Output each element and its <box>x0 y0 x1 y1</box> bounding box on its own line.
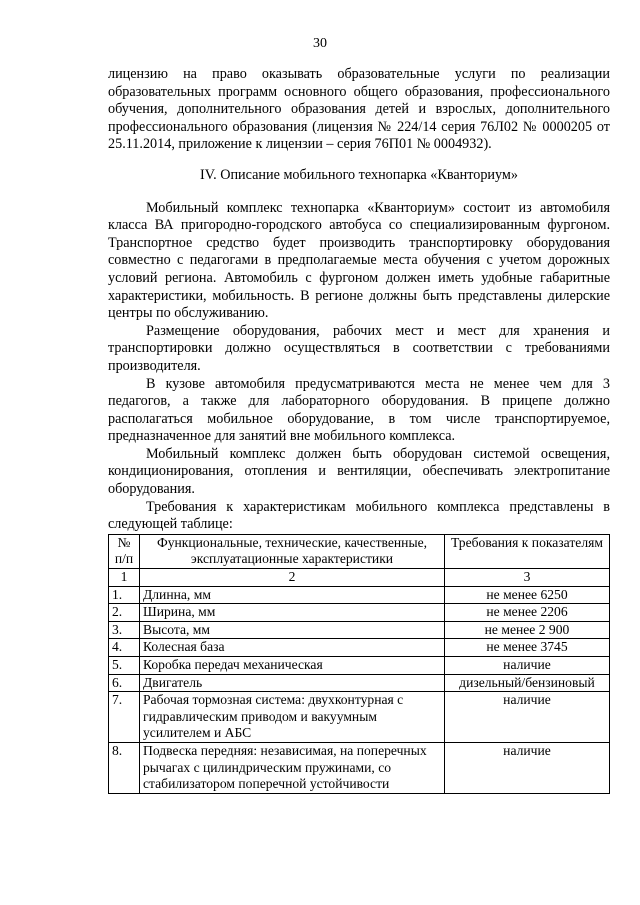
row-num: 6. <box>109 674 140 692</box>
section-heading: IV. Описание мобильного технопарка «Кванториум» <box>199 166 518 183</box>
table-row <box>109 604 610 622</box>
table-row <box>109 639 610 657</box>
row-value: не менее 6250 <box>445 586 610 604</box>
table-row <box>109 674 610 692</box>
row-value: наличие <box>445 657 610 675</box>
col-number: 1 <box>109 569 140 587</box>
header-num: № п/п <box>109 534 140 568</box>
row-value: не менее 2 900 <box>445 621 610 639</box>
row-num: 3. <box>109 621 140 639</box>
row-value: наличие <box>445 692 610 743</box>
table-row <box>109 657 610 675</box>
paragraph: Мобильный комплекс технопарка «Кванториум» состоит из автомобиля класса ВА пригородно-городского автобуса со специализированным фургоном. Транспортное средство будет производить транспортировку оборудования совместно с педагогами в предполагаемые места обучения с учетом дорожных условий региона. Автомобиль с фургоном должен иметь удобные габаритные характеристики, мобильность. В регионе должны быть представлены дилерские центры по обслуживанию. <box>108 199 610 322</box>
document-body <box>108 66 610 794</box>
table-row <box>109 692 610 743</box>
column-number-row <box>109 569 610 587</box>
header-characteristics: Функциональные, технические, качественные, эксплуатационные характеристики <box>140 534 445 568</box>
row-value: не менее 3745 <box>445 639 610 657</box>
row-name: Подвеска передняя: независимая, на поперечных рычагах с цилиндрическим пружинами, со стабилизатором поперечной устойчивости <box>140 742 445 793</box>
row-num: 4. <box>109 639 140 657</box>
row-value: наличие <box>445 742 610 793</box>
col-number: 2 <box>140 569 445 587</box>
page-number: 30 <box>313 36 327 51</box>
table-header-row <box>109 534 610 568</box>
row-name: Ширина, мм <box>140 604 445 622</box>
row-num: 5. <box>109 657 140 675</box>
paragraph: Размещение оборудования, рабочих мест и мест для хранения и транспортировки должно осуществляться в соответствии с требованиями производителя. <box>108 322 610 374</box>
row-name: Рабочая тормозная система: двухконтурная с гидравлическим приводом и вакуумным усилителем и АБС <box>140 692 445 743</box>
table-row <box>109 742 610 793</box>
table-row <box>109 586 610 604</box>
paragraph: Мобильный комплекс должен быть оборудован системой освещения, кондиционирования, отопления и вентиляции, обеспечивать электропитание оборудования. <box>108 445 610 498</box>
row-name: Двигатель <box>140 674 445 692</box>
intro-paragraph: лицензию на право оказывать образовательные услуги по реализации образовательных программ основного общего образования, профессионального обучения, дополнительного образования детей и взрослых, дополнительного профессионального образования (лицензия № 224/14 серия 76Л02 № 0000205 от 25.11.2014, приложение к лицензии – серия 76П01 № 0004932). <box>108 66 610 153</box>
table-row <box>109 621 610 639</box>
row-num: 7. <box>109 692 140 743</box>
row-value: не менее 2206 <box>445 604 610 622</box>
row-name: Колесная база <box>140 639 445 657</box>
requirements-table <box>108 534 610 794</box>
row-value: дизельный/бензиновый <box>445 674 610 692</box>
row-name: Высота, мм <box>140 621 445 639</box>
table-intro-paragraph: Требования к характеристикам мобильного комплекса представлены в следующей таблице: <box>108 498 610 533</box>
row-name: Длинна, мм <box>140 586 445 604</box>
col-number: 3 <box>445 569 610 587</box>
row-num: 8. <box>109 742 140 793</box>
row-num: 2. <box>109 604 140 622</box>
paragraph: В кузове автомобиля предусматриваются места не менее чем для 3 педагогов, а также для лабораторного оборудования. В прицепе должно располагаться мобильное оборудование, в том числе транспортируемое, предназначенное для занятий вне мобильного комплекса. <box>108 375 610 445</box>
header-requirements: Требования к показателям <box>445 534 610 568</box>
row-num: 1. <box>109 586 140 604</box>
row-name: Коробка передач механическая <box>140 657 445 675</box>
